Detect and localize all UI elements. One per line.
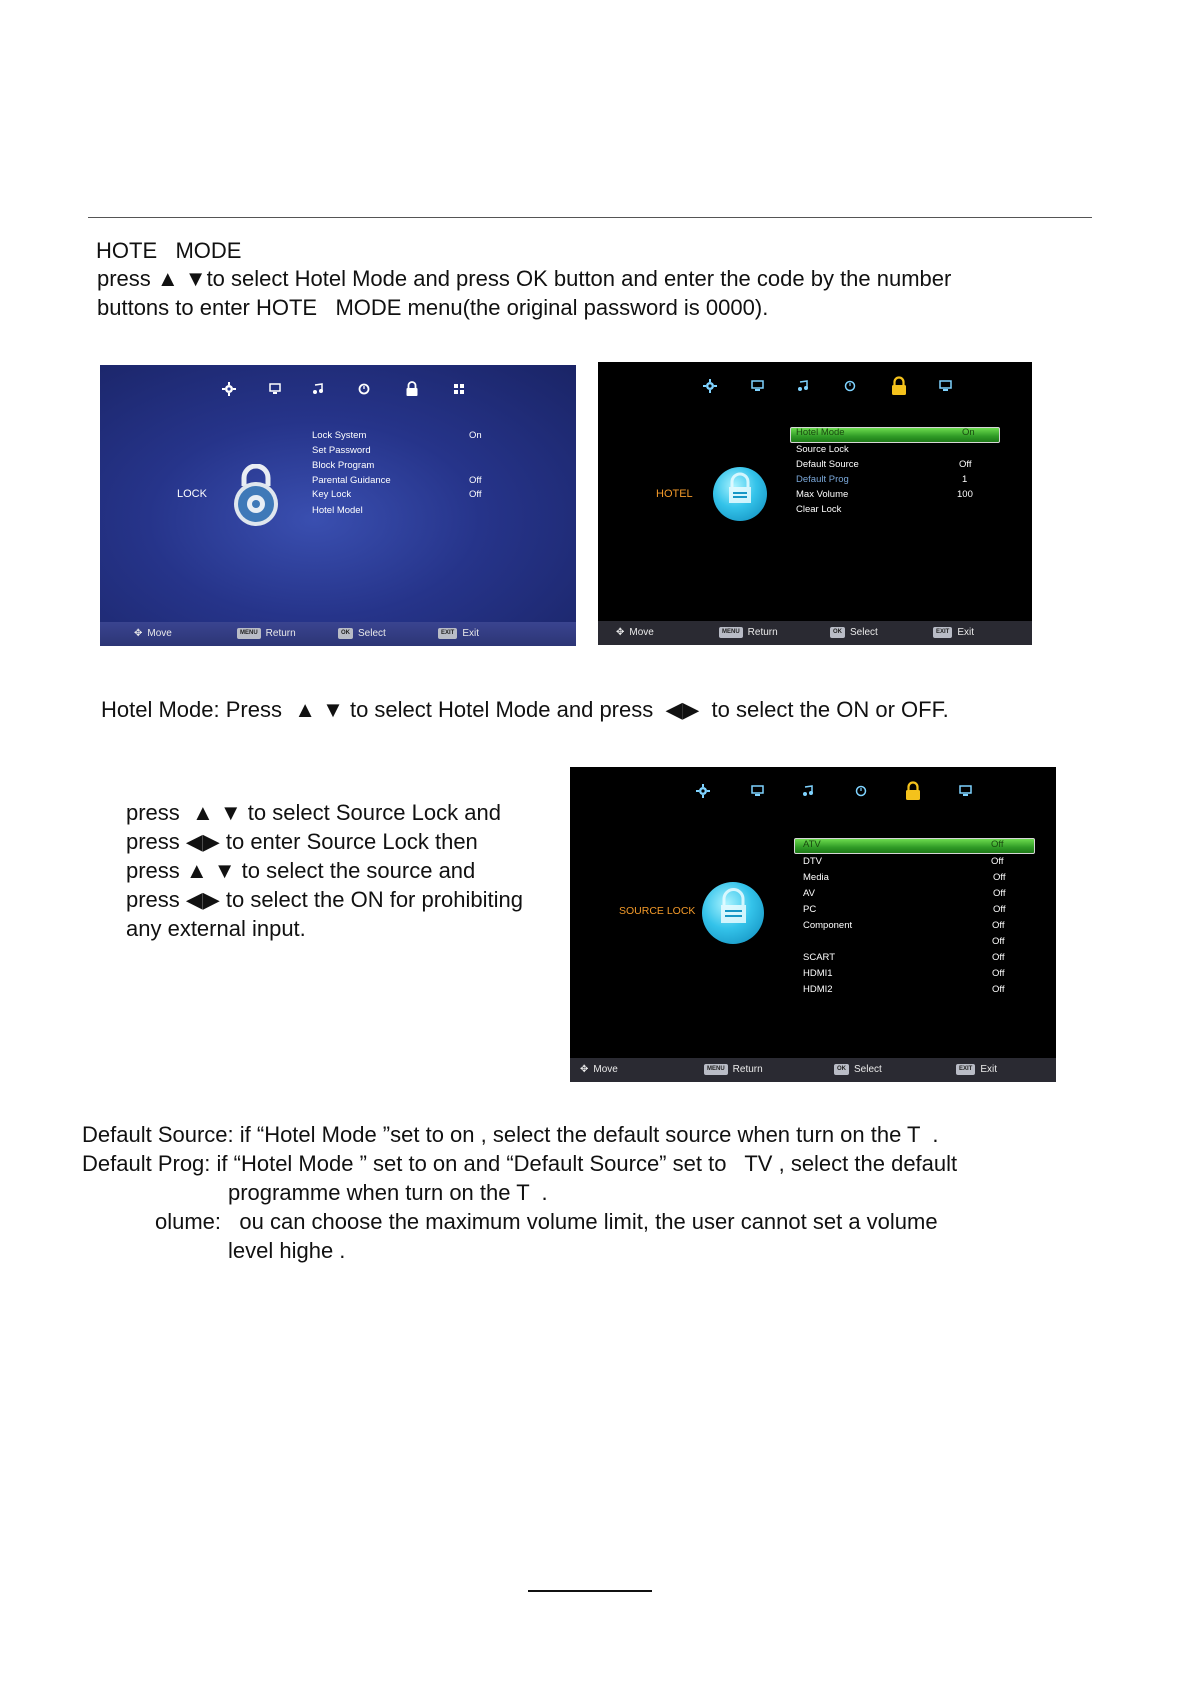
- menu-item-label: Source Lock: [796, 444, 849, 455]
- footer-move: [580, 1064, 618, 1075]
- footer-exit-label: Exit: [980, 1064, 998, 1075]
- source-item-av[interactable]: [803, 887, 1006, 901]
- footer-select: [338, 628, 386, 639]
- footer-exit-label: Exit: [462, 628, 480, 639]
- menu-item-label: Key Lock: [312, 489, 352, 500]
- source-item-hdmi1[interactable]: [803, 967, 1005, 981]
- intro-line-1: press ▲ ▼to select Hotel Mode and press OK button and enter the code by the number: [97, 266, 952, 291]
- menu-item-value: On: [469, 430, 482, 441]
- lock-menu-screenshot: [100, 365, 576, 646]
- menu-item-block-program[interactable]: [312, 459, 374, 473]
- menu-item-value: 100: [957, 489, 973, 500]
- max-volume-note-line-2: level highe .: [228, 1238, 346, 1263]
- hotel-page-label: HOTEL: [656, 488, 693, 500]
- lock-icon: [901, 779, 925, 803]
- hotel-menu-screenshot: [598, 362, 1032, 645]
- source-item-label: DTV: [803, 856, 822, 867]
- source-item-atv[interactable]: [803, 838, 1004, 852]
- exit-key-icon: EXIT: [933, 627, 952, 638]
- menu-item-key-lock[interactable]: [312, 488, 482, 502]
- menu-item-value: 1: [962, 474, 968, 485]
- source-item-value: Off: [992, 920, 1005, 931]
- menu-item-label: Default Source: [796, 459, 859, 470]
- menu-icon-bar: [598, 362, 1032, 422]
- move-arrows-icon: ✥: [616, 627, 625, 638]
- menu-item-hotel-mode[interactable]: [796, 426, 975, 440]
- page-number-line: [528, 1590, 652, 1592]
- menu-item-label: Block Program: [312, 460, 375, 471]
- default-source-note: Default Source: if “Hotel Mode ”set to on , select the default source when turn on the T .: [82, 1122, 939, 1147]
- source-lock-page-label: SOURCE LOCK: [619, 905, 696, 917]
- menu-item-value: Off: [469, 475, 482, 486]
- exit-key-icon: EXIT: [956, 1064, 975, 1075]
- menu-item-default-prog[interactable]: [796, 473, 968, 487]
- footer-return: [719, 627, 778, 638]
- menu-footer: [100, 622, 576, 646]
- source-item-dtv[interactable]: [803, 855, 1004, 869]
- menu-item-clear-lock[interactable]: [796, 503, 841, 517]
- source-item-value: Off: [993, 872, 1006, 883]
- hotel-badge-icon: [713, 467, 767, 521]
- source-item-scart[interactable]: [803, 951, 1005, 965]
- source-item-label: Media: [803, 872, 829, 883]
- source-item-value: Off: [992, 936, 1005, 947]
- max-volume-note-line-1: olume: ou can choose the maximum volume limit, the user cannot set a volume: [155, 1209, 938, 1234]
- source-item-label: PC: [803, 904, 817, 915]
- source-lock-menu-screenshot: [570, 767, 1056, 1082]
- gear-icon: [217, 377, 241, 401]
- menu-item-label: Parental Guidance: [312, 475, 391, 486]
- music-note-icon: [796, 779, 820, 803]
- source-item-value: Off: [991, 839, 1004, 850]
- source-item-label: Component: [803, 920, 853, 931]
- padlock-icon: [228, 464, 284, 533]
- hotel-mode-note: Hotel Mode: Press ▲ ▼ to select Hotel Mode and press ◀▶ to select the ON or OFF.: [101, 697, 949, 722]
- source-lock-text-line-1: press ▲ ▼ to select Source Lock and: [126, 800, 501, 825]
- source-lock-text-line-4: press ◀▶ to select the ON for prohibiting: [126, 887, 524, 912]
- default-prog-note-line-2: programme when turn on the T .: [228, 1180, 548, 1205]
- menu-item-max-volume[interactable]: [796, 488, 973, 502]
- menu-item-parental-guidance[interactable]: [312, 474, 482, 488]
- exit-key-icon: EXIT: [438, 628, 457, 639]
- music-note-icon: [306, 377, 330, 401]
- source-item-label: SCART: [803, 952, 836, 963]
- gear-icon: [698, 374, 722, 398]
- lock-icon: [887, 374, 911, 398]
- source-item-hdmi2[interactable]: [803, 983, 1005, 997]
- ok-key-icon: OK: [830, 627, 845, 638]
- monitor-icon: [745, 779, 769, 803]
- lock-page-label: LOCK: [177, 488, 207, 500]
- gear-icon: [691, 779, 715, 803]
- footer-exit: [956, 1064, 997, 1075]
- top-divider: [88, 217, 1092, 218]
- footer-select: [830, 627, 878, 638]
- menu-item-value: On: [962, 427, 975, 438]
- source-lock-text-line-3: press ▲ ▼ to select the source and: [126, 858, 476, 883]
- menu-item-label: Default Prog: [796, 474, 849, 485]
- apps-grid-icon: [447, 377, 471, 401]
- footer-exit: [438, 628, 479, 639]
- monitor-icon: [263, 377, 287, 401]
- menu-key-icon: MENU: [237, 628, 261, 639]
- default-prog-note-line-1: Default Prog: if “Hotel Mode ” set to on and “Default Source” set to TV , select the default: [82, 1151, 958, 1176]
- source-item-media[interactable]: [803, 871, 1006, 885]
- source-item-label: AV: [803, 888, 815, 899]
- monitor-icon: [745, 374, 769, 398]
- footer-exit-label: Exit: [957, 627, 975, 638]
- menu-item-lock-system[interactable]: [312, 429, 482, 443]
- footer-return: [237, 628, 296, 639]
- footer-move: [134, 628, 172, 639]
- menu-item-value: Off: [469, 489, 482, 500]
- menu-item-hotel-model[interactable]: [312, 504, 363, 518]
- footer-move-label: Move: [593, 1064, 618, 1075]
- source-item-label: HDMI1: [803, 968, 833, 979]
- source-item-value: Off: [993, 888, 1006, 899]
- monitor-icon: [933, 374, 957, 398]
- source-item-value: Off: [992, 952, 1005, 963]
- source-lock-badge-icon: [702, 882, 764, 944]
- footer-move-label: Move: [147, 628, 172, 639]
- monitor-icon: [953, 779, 977, 803]
- ok-key-icon: OK: [338, 628, 353, 639]
- menu-item-label: Hotel Mode: [796, 427, 845, 438]
- menu-footer: [598, 621, 1032, 645]
- footer-move: [616, 627, 654, 638]
- source-item-value: Off: [991, 856, 1004, 867]
- footer-select-label: Select: [358, 628, 386, 639]
- move-arrows-icon: ✥: [580, 1064, 589, 1075]
- ok-key-icon: OK: [834, 1064, 849, 1075]
- menu-item-label: Set Password: [312, 445, 371, 456]
- footer-return-label: Return: [732, 1064, 763, 1075]
- music-note-icon: [791, 374, 815, 398]
- intro-line-2: buttons to enter HOTE MODE menu(the original password is 0000).: [97, 295, 769, 320]
- footer-select-label: Select: [850, 627, 878, 638]
- footer-select-label: Select: [854, 1064, 882, 1075]
- footer-return-label: Return: [265, 628, 296, 639]
- menu-item-source-lock[interactable]: [796, 443, 849, 457]
- menu-icon-bar: [100, 365, 576, 425]
- clock-icon: [849, 779, 873, 803]
- footer-select: [834, 1064, 882, 1075]
- source-item-label: ATV: [803, 839, 821, 850]
- menu-item-label: Clear Lock: [796, 504, 842, 515]
- menu-key-icon: MENU: [719, 627, 743, 638]
- menu-icon-bar: [570, 767, 1056, 827]
- source-item-pc[interactable]: [803, 903, 1006, 917]
- menu-item-set-password[interactable]: [312, 444, 371, 458]
- footer-return: [704, 1064, 763, 1075]
- source-lock-text-line-2: press ◀▶ to enter Source Lock then: [126, 829, 478, 854]
- menu-footer: [570, 1058, 1056, 1082]
- footer-exit: [933, 627, 974, 638]
- source-item-label: HDMI2: [803, 984, 833, 995]
- footer-return-label: Return: [747, 627, 778, 638]
- menu-item-default-source[interactable]: [796, 458, 972, 472]
- clock-icon: [838, 374, 862, 398]
- menu-item-label: Lock System: [312, 430, 367, 441]
- lock-icon: [400, 377, 424, 401]
- menu-item-value: Off: [959, 459, 972, 470]
- section-title: HOTE MODE: [96, 238, 242, 263]
- source-item-component[interactable]: [803, 919, 1005, 933]
- footer-move-label: Move: [629, 627, 654, 638]
- menu-item-label: Max Volume: [796, 489, 849, 500]
- move-arrows-icon: ✥: [134, 628, 143, 639]
- menu-key-icon: MENU: [704, 1064, 728, 1075]
- source-item-value: Off: [992, 968, 1005, 979]
- source-lock-text-line-5: any external input.: [126, 916, 306, 941]
- source-item-value: Off: [992, 984, 1005, 995]
- clock-icon: [352, 377, 376, 401]
- source-item-value: Off: [993, 904, 1006, 915]
- menu-item-label: Hotel Model: [312, 505, 363, 516]
